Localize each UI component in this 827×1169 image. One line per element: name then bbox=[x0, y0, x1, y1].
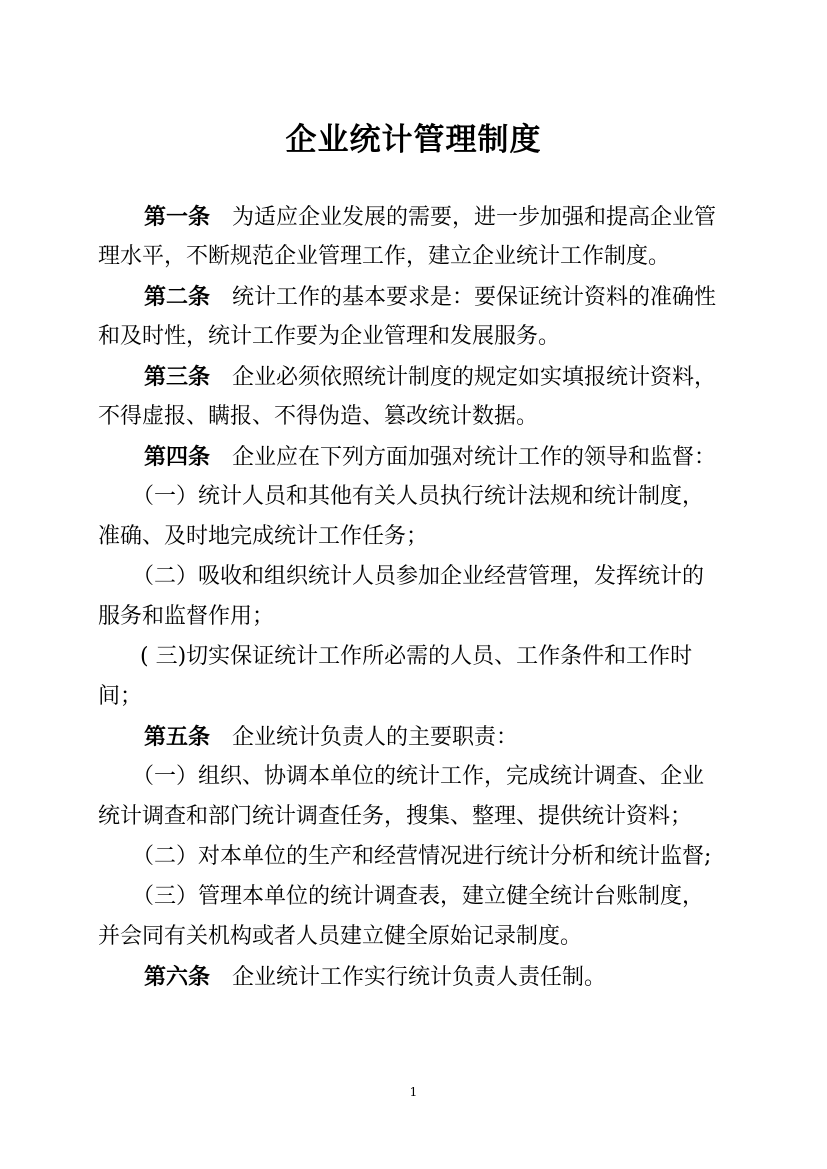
article-label: 第四条 bbox=[144, 444, 211, 470]
paragraph-line-20 bbox=[98, 957, 736, 997]
paragraph-line-6 bbox=[98, 397, 736, 437]
article-label: 第三条 bbox=[144, 364, 211, 390]
paragraph-text: ( 三)切实保证统计工作所必需的人员、工作条件和工作时 bbox=[140, 644, 693, 669]
article-label: 第五条 bbox=[144, 724, 211, 750]
paragraph-text: 不得虚报、瞒报、不得伪造、篡改统计数据。 bbox=[98, 404, 539, 429]
paragraph-line-19 bbox=[98, 917, 736, 957]
page-number: 1 bbox=[409, 1085, 418, 1099]
paragraph-line-18 bbox=[98, 877, 736, 917]
paragraph-line-3 bbox=[98, 277, 736, 317]
paragraph-text: （三）管理本单位的统计调查表，建立健全统计台账制度， bbox=[132, 884, 705, 909]
paragraph-line-1 bbox=[98, 197, 736, 237]
paragraph-text: 企业统计负责人的主要职责： bbox=[232, 725, 519, 750]
paragraph-text: （二）对本单位的生产和经营情况进行统计分析和统计监督; bbox=[132, 844, 712, 869]
paragraph-line-16 bbox=[98, 797, 736, 837]
article-label: 第二条 bbox=[144, 284, 211, 310]
paragraph-line-17 bbox=[98, 837, 736, 877]
paragraph-line-14 bbox=[98, 717, 736, 757]
article-label: 第六条 bbox=[144, 964, 211, 990]
paragraph-line-9 bbox=[98, 517, 736, 557]
paragraph-text: 间； bbox=[98, 684, 143, 709]
paragraph-text: 服务和监督作用； bbox=[98, 604, 275, 629]
article-label: 第一条 bbox=[144, 204, 211, 230]
paragraph-line-13 bbox=[98, 677, 736, 717]
paragraph-line-11 bbox=[98, 597, 736, 637]
paragraph-text: 企业应在下列方面加强对统计工作的领导和监督： bbox=[232, 445, 717, 470]
paragraph-text: 和及时性，统计工作要为企业管理和发展服务。 bbox=[98, 324, 561, 349]
paragraph-text: 并会同有关机构或者人员建立健全原始记录制度。 bbox=[98, 924, 583, 949]
paragraph-text: （一）组织、协调本单位的统计工作，完成统计调查、企业 bbox=[132, 764, 705, 789]
paragraph-line-15 bbox=[98, 757, 736, 797]
paragraph-line-8 bbox=[98, 477, 736, 517]
paragraph-text: 企业必须依照统计制度的规定如实填报统计资料， bbox=[232, 365, 717, 390]
paragraph-text: 理水平，不断规范企业管理工作，建立企业统计工作制度。 bbox=[98, 244, 671, 269]
paragraph-line-4 bbox=[98, 317, 736, 357]
paragraph-text: 企业统计工作实行统计负责人责任制。 bbox=[232, 965, 607, 990]
paragraph-line-2 bbox=[98, 237, 736, 277]
document-title: 企业统计管理制度 bbox=[285, 122, 542, 158]
paragraph-line-5 bbox=[98, 357, 736, 397]
paragraph-text: （一）统计人员和其他有关人员执行统计法规和统计制度， bbox=[132, 484, 705, 509]
paragraph-line-12 bbox=[98, 637, 736, 677]
paragraph-text: （二）吸收和组织统计人员参加企业经营管理，发挥统计的 bbox=[132, 564, 705, 589]
paragraph-text: 为适应企业发展的需要，进一步加强和提高企业管 bbox=[232, 205, 717, 230]
paragraph-line-7 bbox=[98, 437, 736, 477]
paragraph-text: 准确、及时地完成统计工作任务； bbox=[98, 524, 429, 549]
document-body bbox=[98, 197, 736, 997]
paragraph-text: 统计调查和部门统计调查任务，搜集、整理、提供统计资料； bbox=[98, 804, 693, 829]
paragraph-line-10 bbox=[98, 557, 736, 597]
paragraph-text: 统计工作的基本要求是：要保证统计资料的准确性 bbox=[232, 285, 717, 310]
